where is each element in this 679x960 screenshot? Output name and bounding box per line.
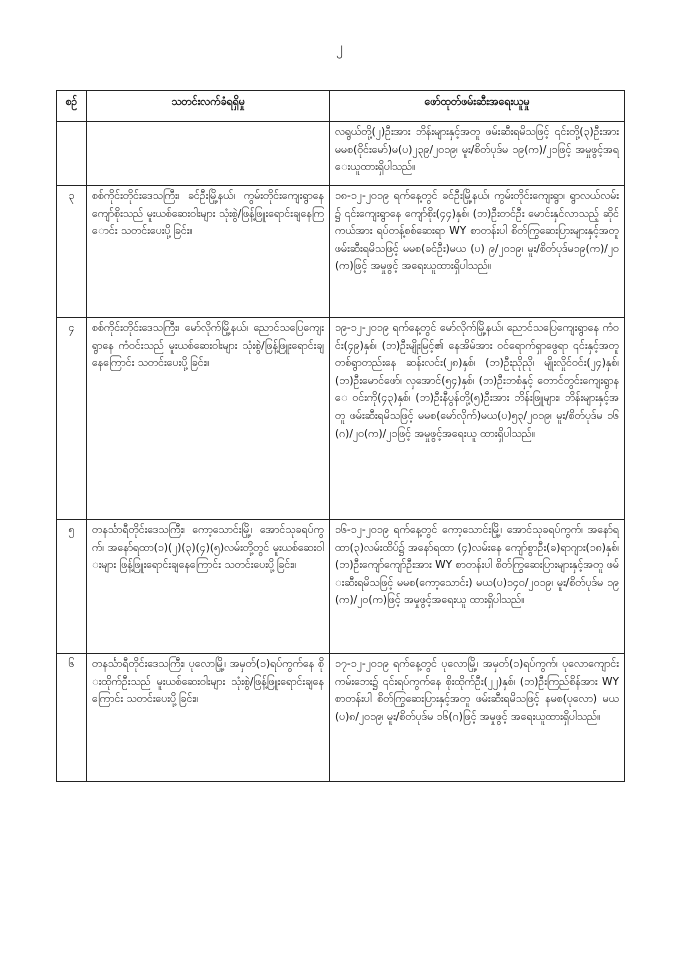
table-row	[57, 318, 625, 520]
info-received-cell: စစ်ကိုင်းတိုင်းဒေသကြီး၊ မော်လိုက်မြို့နယ်၊ ညောင်သပြေကျေးရွာနေ ကံဝင်းသည် မူးယစ်ဆေးဝါးများ သုံးစွဲ/ဖြန့်ဖြူးရောင်းချနေကြောင်း သတင်းပေးပို့ခြင်း။	[87, 318, 330, 520]
table-row	[57, 186, 625, 318]
page-number: ၂	[336, 40, 343, 56]
table-row	[57, 654, 625, 782]
action-taken-cell: လရွယ်တို့(၂)ဦးအား ဘိန်းများနှင့်အတူ ဖမ်းဆီးရမိသဖြင့် ၎င်းတို့(၃)ဦးအား မမစ(ဝိုင်းမော်)မ(ပ)၂၃၉/၂၀၁၉၊ မူး/စိတ်ပုဒ်မ ၁၉(က)/၂၁ဖြင့် အမှုဖွင့်အရေးယူထားရှိပါသည်။	[330, 122, 625, 186]
table-header-row	[57, 91, 625, 122]
row-number: ၆	[57, 654, 87, 782]
row-number: ၄	[57, 318, 87, 520]
table-row	[57, 520, 625, 654]
action-taken-cell: ၁၆-၁၂-၂၀၁၉ ရက်နေ့တွင် ကော့သောင်းမြို့၊ အောင်သုခရပ်ကွက်၊ အနော်ရထာ(၃)လမ်းထိပ်၌ အနော်ရထာ (၄)လမ်းနေ ကျော်စွာဦး(ခ)ရာဂျား(၁၈)နှစ်၊(ဘ)ဦးကျော်ကျော်ဦးအား WY စာတန်းပါ စိတ်ကြွဆေးပြားများနှင့်အတူ ဖမ်းဆီးရမိသဖြင့် မမစ(ကော့သောင်း) မယ(ပ)၁၄၀/၂၀၁၉၊ မူး/စိတ်ပုဒ်မ ၁၉(က)/၂၀(က)ဖြင့် အမှုဖွင့်အရေးယူ ထားရှိပါသည်။	[330, 520, 625, 654]
column-header-info: သတင်းလက်ခံရရှိမှု	[87, 91, 330, 122]
row-number	[57, 122, 87, 186]
row-number: ၃	[57, 186, 87, 318]
info-received-cell: တနင်္သာရီတိုင်းဒေသကြီး၊ ကော့သောင်းမြို့၊ အောင်သုခရပ်ကွက်၊ အနော်ရထာ(၁)(၂)(၃)(၄)(၅)လမ်းတို့တွင် မူးယစ်ဆေးဝါးများ ဖြန့်ဖြူးရောင်းချနေကြောင်း သတင်းပေးပို့ခြင်း။	[87, 520, 330, 654]
column-header-no: စဉ်	[57, 91, 87, 122]
info-received-cell: စစ်ကိုင်းတိုင်းဒေသကြီး၊ ခင်ဦးမြို့နယ်၊ ကွမ်းတိုင်းကျေးရွာနေ ကျော်စိုးသည် မူးယစ်ဆေးဝါးများ သုံးစွဲ/ဖြန့်ဖြူးရောင်းချနေကြောင်း သတင်းပေးပို့ခြင်း။	[87, 186, 330, 318]
info-received-cell: တနင်္သာရီတိုင်းဒေသကြီး၊ ပုလောမြို့၊ အမှတ်(၁)ရပ်ကွက်နေ စိုးထိုက်ဦးသည် မူးယစ်ဆေးဝါးများ သုံးစွဲ/ဖြန့်ဖြူးရောင်းချနေကြောင်း သတင်းပေးပို့ခြင်း။	[87, 654, 330, 782]
case-report-table	[56, 90, 625, 782]
info-received-cell	[87, 122, 330, 186]
table-row	[57, 122, 625, 186]
action-taken-cell: ၁၈-၁၂-၂၀၁၉ ရက်နေ့တွင် ခင်ဦးမြို့နယ်၊ ကွမ်းတိုင်းကျေးရွာ၊ ရွာလယ်လမ်း၌ ၎င်းကျေးရွာနေ ကျော်စိုး(၄၄)နှစ်၊ (ဘ)ဦးတင်ဦး မောင်းနှင်လာသည့် ဆိုင်ကယ်အား ရပ်တန့်စစ်ဆေးရာ WY စာတန်းပါ စိတ်ကြွဆေးပြားများနှင့်အတူ ဖမ်းဆီးရမိသဖြင့် မမစ(ခင်ဦး)မယ (ပ) ၉/၂၀၁၉၊ မူး/စိတ်ပုဒ်မ၁၉(က)/၂၀(က)ဖြင့် အမှုဖွင့် အရေးယူထားရှိပါသည်။	[330, 186, 625, 318]
action-taken-cell: ၁၇-၁၂-၂၀၁၉ ရက်နေ့တွင် ပုလောမြို့၊ အမှတ်(၁)ရပ်ကွက်၊ ပုလောကျောင်းကမ်းဘေး၌ ၎င်းရပ်ကွက်နေ စိုးထိုက်ဦး(၂၂)နှစ်၊ (ဘ)ဦးကြည်စိန်အား WY စာတန်းပါ စိတ်ကြွဆေးပြားနှင့်အတူ ဖမ်းဆီးရမိသဖြင့် နမစ(ပုလော) မယ(ပ)၈/၂၀၁၉၊ မူး/စိတ်ပုဒ်မ ၁၆(ဂ)ဖြင့် အမှုဖွင့် အရေးယူထားရှိပါသည်။	[330, 654, 625, 782]
column-header-action: ဖော်ထုတ်ဖမ်းဆီးအရေးယူမှု	[330, 91, 625, 122]
row-number: ၅	[57, 520, 87, 654]
action-taken-cell: ၁၉-၁၂-၂၀၁၉ ရက်နေ့တွင် မော်လိုက်မြို့နယ်၊ ညောင်သပြေကျေးရွာနေ ကံဝင်း(၄၉)နှစ်၊ (ဘ)ဦးမျိုးမြင့်၏ နေအိမ်အား ဝင်ရောက်ရှာဖွေရာ ၎င်းနှင့်အတူ တစ်ရွာတည်းနေ ဆန်းလင်း(၂၈)နှစ်၊ (ဘ)ဦးညိုညို၊ မျိုးလှိုင်ဝင်း(၂၄)နှစ်၊ (ဘ)ဦးမောင်ဖော်၊ လှအောင်(၅၄)နှစ်၊ (ဘ)ဦးဘစံနှင့် တောင်တွင်းကျေးရွာနေ ဝင်းကို(၄၃)နှစ်၊ (ဘ)ဦးနီပွန်တို့(၅)ဦးအား ဘိန်းဖြူများ၊ ဘိန်းများနှင့်အတူ ဖမ်းဆီးရမိသဖြင့် မမစ(မော်လိုက်)မယ(ပ)၅၃/၂၀၁၉၊ မူး/စိတ်ပုဒ်မ ၁၆(ဂ)/၂၀(က)/၂၁ဖြင့် အမှုဖွင့်အရေးယူ ထားရှိပါသည်။	[330, 318, 625, 520]
